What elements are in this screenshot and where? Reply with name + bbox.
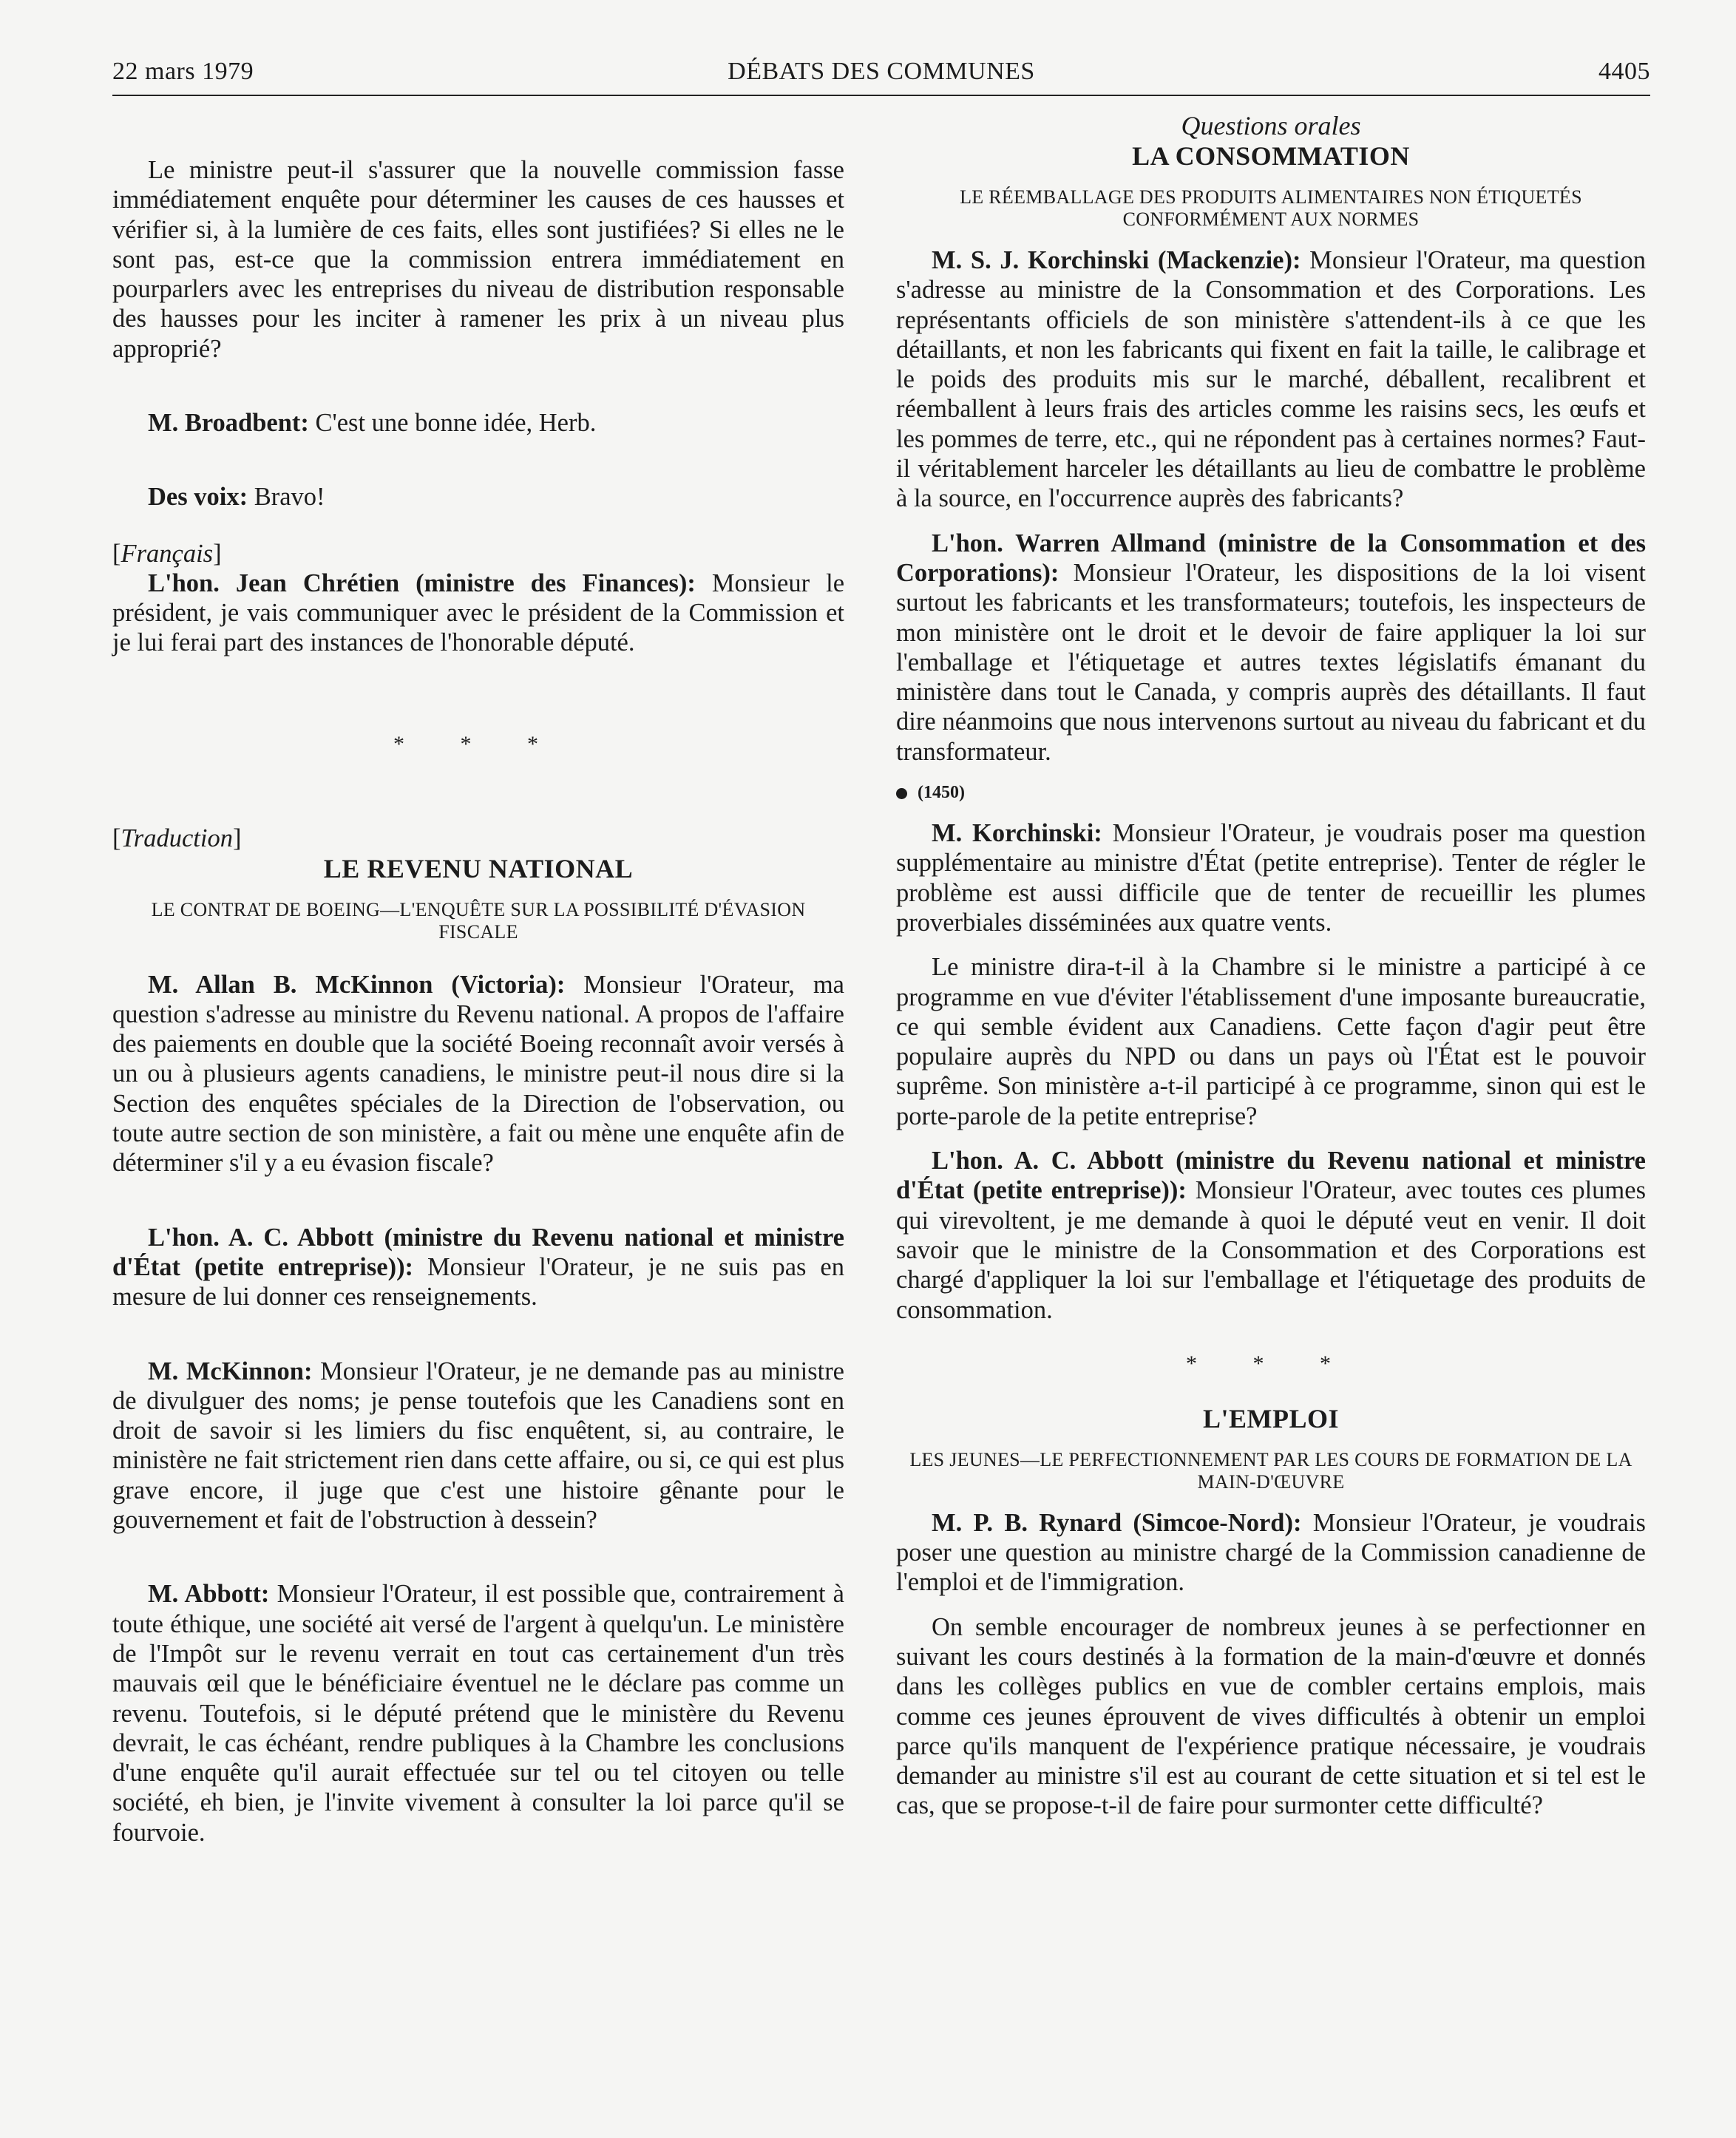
speech-text: Monsieur l'Orateur, avec toutes ces plumes qui virevoltent, je me demande à quoi le député veut en venir. Il doit savoir que le ministre de la Consommation et des Corporations est chargé d'appliquer la loi sur l'emballage et l'étiquetage des produits de consommation. — [896, 1176, 1646, 1324]
paragraph: Le ministre peut-il s'assurer que la nouvelle commission fasse immédiatement enquête pour déterminer les causes de ces hausses et vérifier si, à la lumière de ces faits, elles sont justifiées? Si elles ne le sont pas, est-ce que la commission entrera immédiatement en pourparlers avec les entreprises du niveau de distribution responsable des hausses pour les inciter à ramener les prix à un niveau plus approprié? — [112, 156, 844, 363]
speech-korchinski — [896, 245, 1646, 514]
speaker-name: M. Allan B. McKinnon (Victoria): — [148, 970, 566, 999]
bullet-icon — [896, 788, 907, 799]
section-separator: * * * — [393, 731, 563, 756]
speech-text: Monsieur l'Orateur, ma question s'adresse au ministre du Revenu national. A propos de l'affaire des paiements en double que la société Boeing reconnaît avoir versés à un ou à plusieurs agents canadiens, le ministre peut-il nous dire si la Section des enquêtes spéciales de la Direction de l'observation, ou toute autre section de son ministère, a fait ou mène une enquête afin de déterminer s'il y a eu évasion fiscale? — [112, 970, 844, 1178]
section-subheading: LES JEUNES—LE PERFECTIONNEMENT PAR LES COURS DE FORMATION DE LA MAIN-D'ŒUVRE — [909, 1448, 1632, 1493]
speech-broadbent — [112, 408, 844, 438]
speech-mckinnon — [112, 1357, 844, 1535]
speech-text: Monsieur l'Orateur, je voudrais poser ma question supplémentaire au ministre d'État (petite entreprise). Tenter de régler le problème est aussi difficile que de tenter de recueillir les plumes proverbiales disséminées aux quatre vents. — [896, 819, 1646, 937]
speech-mckinnon — [112, 970, 844, 1178]
speech-abbott — [896, 1146, 1646, 1325]
speech-text: C'est une bonne idée, Herb. — [315, 409, 597, 438]
speech-text: Monsieur l'Orateur, les dispositions de la loi visent surtout les fabricants et les transformateurs; toutefois, les inspecteurs de mon ministère ont le droit et le devoir de faire appliquer la loi sur l'emballage et l'étiquetage et autres textes législatifs émanant du ministère dans tout le Canada, y compris auprès des détaillants. Il faut dire néanmoins que nous intervenons surtout au niveau du fabricant et du transformateur. — [896, 558, 1646, 766]
speaker-name: L'hon. Jean Chrétien (ministre des Finances): — [148, 569, 696, 597]
speaker-name: L'hon. A. C. Abbott (ministre du Revenu national et ministre d'État (petite entreprise)): — [896, 1147, 1646, 1205]
speech-text: Monsieur l'Orateur, il est possible que, contrairement à toute éthique, une société ait versé de l'argent à quelqu'un. Le ministère de l'Impôt sur le revenu verrait en tout cas certainement d'un très mauvais œil que le bénéficiaire éventuel ne le déclare pas comme un revenu. Toutefois, si le député prétend que le ministère du Revenu devrait, le cas échéant, rendre publiques à la Chambre les conclusions d'une enquête qu'il aurait effectuée sur tel ou tel citoyen ou telle société, eh bien, je l'invite vivement à consulter la loi parce qu'il se fourvoie. — [112, 1580, 844, 1847]
speaker-name: L'hon. Warren Allmand (ministre de la Consommation et des Corporations): — [896, 529, 1646, 587]
speaker-name: M. McKinnon: — [148, 1357, 313, 1385]
section-label: Questions orales — [1181, 111, 1361, 140]
speech-text: Monsieur l'Orateur, je ne demande pas au ministre de divulguer des noms; je pense toutefois que les Canadiens sont en droit de savoir si les limiers du fisc enquêtent, si, au contraire, le ministère ne fait strictement rien dans cette affaire, ou si, ce qui est plus grave encore, il juge que c'est une histoire gênante pour le gouvernement et fait de l'obstruction à dessein? — [112, 1357, 844, 1535]
speaker-name: M. Broadbent: — [148, 409, 309, 438]
section-subheading: LE RÉEMBALLAGE DES PRODUITS ALIMENTAIRES NON ÉTIQUETÉS CONFORMÉMENT AUX NORMES — [960, 186, 1582, 230]
paragraph: Le ministre dira-t-il à la Chambre si le ministre a participé à ce programme en vue d'éviter l'établissement d'une imposante bureaucratie, ce qui semble évident aux Canadiens. Cette façon d'agir peut être populaire auprès du NPD ou dans un pays où l'État est le pouvoir suprême. Son ministère a-t-il participé à ce programme, sinon qui est le porte-parole de la petite entreprise? — [896, 953, 1646, 1130]
section-heading: LE REVENU NATIONAL — [323, 853, 634, 883]
speech-allmand — [896, 529, 1646, 767]
speaker-name: M. P. B. Rynard (Simcoe-Nord): — [932, 1508, 1302, 1537]
speech-text: Bravo! — [254, 483, 325, 512]
right-column — [896, 111, 1646, 1821]
header-date: 22 mars 1979 — [112, 58, 254, 85]
speech-korchinski — [896, 818, 1646, 937]
speaker-name: L'hon. A. C. Abbott (ministre du Revenu national et ministre d'État (petite entreprise)): — [112, 1223, 844, 1281]
left-column — [112, 111, 844, 1847]
header-title: DÉBATS DES COMMUNES — [728, 58, 1035, 85]
paragraph: On semble encourager de nombreux jeunes à se perfectionner en suivant les cours destinés à la formation de la main-d'œuvre et donnés dans les collèges publics en vue de combler certains emplois, mais comme ces jeunes éprouvent de vives difficultés à obtenir un emploi parce qu'ils manquent de l'expérience pratique nécessaire, je voudrais demander au ministre s'il est au courant de cette situation et si tel est le cas, que se propose-t-il de faire pour surmonter cette difficulté? — [896, 1612, 1646, 1820]
language-tag: [Traduction] — [112, 824, 242, 852]
section-separator: * * * — [1186, 1351, 1356, 1376]
section-heading: L'EMPLOI — [1202, 1403, 1340, 1433]
speech-text: Monsieur l'Orateur, je ne suis pas en mesure de lui donner ces renseignements. — [112, 1252, 844, 1311]
language-tag: [Français] — [112, 539, 222, 568]
speech-text: Monsieur l'Orateur, je voudrais poser une question au ministre chargé de la Commission canadienne de l'emploi et de l'immigration. — [896, 1508, 1646, 1597]
section-heading: LA CONSOMMATION — [1132, 141, 1410, 171]
time-marker: (1450) — [896, 781, 1646, 804]
speech-voices — [112, 482, 844, 512]
section-subheading: LE CONTRAT DE BOEING—L'ENQUÊTE SUR LA POSSIBILITÉ D'ÉVASION FISCALE — [151, 898, 806, 943]
speaker-name: Des voix: — [148, 483, 248, 512]
speech-chretien — [112, 569, 844, 658]
speech-abbott — [112, 1579, 844, 1847]
speaker-name: M. Korchinski: — [932, 819, 1102, 848]
speaker-name: M. S. J. Korchinski (Mackenzie): — [932, 246, 1301, 274]
speech-text: Monsieur le président, je vais communiquer avec le président de la Commission et je lui ferai part des instances de l'honorable député. — [112, 569, 845, 657]
page-header — [112, 58, 1650, 96]
speech-text: Monsieur l'Orateur, ma question s'adresse au ministre de la Consommation et des Corporations. Les représentants officiels de son ministère s'attendent-ils à ce que les détaillants, et non les fabricants qui fixent en fait la taille, le calibrage et le poids des produits mis sur le marché, déballent, recalibrent et réemballent à leurs frais des articles comme les raisins secs, les œufs et les pommes de terre, etc., qui ne répondent pas à certaines normes? Faut-il véritablement harceler les détaillants au lieu de combattre le problème à la source, en l'occurrence auprès des fabricants? — [896, 246, 1646, 513]
speech-rynard — [896, 1508, 1646, 1598]
header-page-number: 4405 — [1598, 58, 1650, 85]
speech-abbott — [112, 1223, 844, 1312]
speaker-name: M. Abbott: — [148, 1580, 270, 1609]
